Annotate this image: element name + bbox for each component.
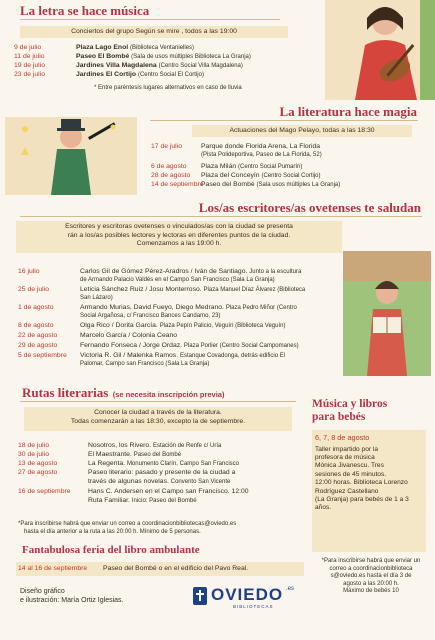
divider — [20, 401, 296, 402]
rutas-list: 18 de julio Nosotros, los Rivero. Estación de Renfe c/ Uría 30 de julio El Maestrante. Paseo del Bombé 13 de agosto La Regenta. Monumento Clarín, Campo San Francisco 27 de agosto Paseo literario: pasado y presente de la ciudad a través de algunas novelas. Convento San Vicente 16 de septiembre Hans C. Andersen en el Campo san Francisco. 12:00 Ruta Familiar. Inicio: Paseo del Bombé — [18, 442, 249, 504]
list-item-sub: Social Argañosa, c/ Francisco Bances Candamo, 23) — [80, 313, 221, 319]
list-item-sub: San Lázaro) — [80, 295, 113, 301]
rutas-heading: Rutas literarias (se necesita inscripción previa) — [22, 385, 225, 400]
section-musica — [0, 0, 435, 102]
bebes-dates: 6, 7, 8 de agosto — [315, 433, 370, 442]
bebes-footnote: *Para inscribirse habrá que enviar un correo a coordinacionbiblioteca s@oviedo.es hasta el día 3 de agosto a las 20:00 h. Máximo de bebés 10 — [321, 558, 421, 595]
magician-illustration — [5, 117, 137, 195]
escritores-intro: Escritores y escritoras ovetenses o vinculados/as con la ciudad se presenta rán a los/as posibles lectores y lectoras en diferentes puntos de la ciudad. Comenzamos a las 19:00 h. — [16, 221, 342, 253]
credits: Diseño gráfico e ilustración: María Ortiz Iglesias. — [20, 588, 124, 604]
violinist-illustration — [325, 0, 435, 100]
list-item-sub: de Armando Palacio Valdés en el Campo San Francisco (Sala La Granja) — [80, 277, 275, 283]
bebes-body: 6, 7, 8 de agosto Taller impartido por la profesora de música Mónica Jivanescu. Tres sesiones de 45 minutos. 12:00 horas. Biblioteca Lorenzo Rodríguez Castellano (La Granja) para bebés de 1 a 3 años. — [312, 430, 426, 552]
section-feria — [0, 544, 435, 584]
musica-intro: Conciertos del grupo Según se mire , todos a las 19:00 — [20, 26, 288, 38]
magia-list: 17 de julio Parque donde Florida Arena, La Florida (Pista Polideportiva, Paseo de La Florida, 52) 6 de agosto Plaza Milán (Centro Social Pumarín) 28 de agosto Plaza del Conceyín (Centro Social Cortijo) 14 de septiembre Paseo del Bombé (Sala usos múltiples La Granja) — [151, 143, 341, 188]
divider — [20, 19, 280, 20]
section-title-magia: La literatura hace magia — [279, 104, 417, 119]
divider — [150, 120, 418, 121]
list-item-sub: (Pista Polideportiva, Paseo de La Florida, 52) — [201, 152, 322, 158]
feria-info: 14 al 16 de septiembre Paseo del Bombé o en el edificio del Pavo Real. — [16, 562, 304, 576]
divider — [20, 216, 422, 217]
reader-illustration — [343, 251, 431, 376]
section-title-escritores: Los/as escritores/as ovetenses te saludan — [198, 200, 421, 215]
musica-footnote: * Entre paréntesis lugares alternativos en caso de lluvia — [94, 85, 242, 91]
rutas-footnote: *Para inscribirse habrá que enviar un correo a coordinacionbibliotecas@oviedo.es hasta el día anterior a la ruta a las 20:00 h. Mínimo de 5 personas. — [18, 521, 237, 535]
rutas-intro: Conocer la ciudad a través de la literatura. Todas comenzarán a las 18:30, excepto la de septiembre. — [24, 407, 292, 431]
section-title-feria: Fantabulosa feria del libro ambulante — [22, 544, 200, 556]
list-item-sub: Palomar, Campo san Francisco (Sala La Granja) — [80, 361, 210, 367]
magia-intro: Actuaciones del Mago Pelayo, todas a las 18:30 — [192, 125, 412, 137]
crest-icon — [193, 587, 207, 605]
section-magia — [0, 102, 435, 197]
section-title-musica: La letra se hace música — [20, 3, 150, 18]
musica-list: 9 de julio Plaza Lago Enol (Biblioteca Ventanielles) 11 de julio Paseo El Bombé (Sala de usos múltiples Biblioteca La Granja) 19 de julio Jardines Villa Magdalena (Centro Social Villa Magdalena) 23 de julio Jardines El Cortijo (Centro Social El Cortijo) * Entre paréntesis lugares alternativos en caso de lluvia — [14, 44, 251, 91]
escritores-list: 16 julio Carlos Gil de Gómez Pérez-Aradros / Iván de Santiago. Junto a la escultura de Armando Palacio Valdés en el Campo San Francisco (Sala La Granja) 25 de julio Leticia Sánchez Ruiz / Josu Monterroso. Plaza Manuel Díaz Álvarez (Biblioteca San Lázaro) 1 de agosto Armando Murias, David Fueyo, Diego Medrano. Plaza Pedro Miñor (Centro Social Argañosa, c/ Francisco Bances Candamo, 23) 8 de agosto Olga Rico / Dorita García. Plaza Pepín Palicio, Veguín (Biblioteca Veguín) 22 de agosto Marcelo García / Colonia Ceano 29 de agosto Fernando Fonseca / Jorge Ordaz. Plaza Porlier (Centro Social Campomanes) 5 de septiembre Victoria R. Gil / Malenka Ramos. Estanque Covadonga, detrás edificio El Palomar, Campo san Francisco (Sala La Granja) — [18, 268, 306, 367]
section-escritores — [0, 197, 435, 379]
section-title-bebes: Música y libros para bebés — [312, 398, 388, 423]
footer: Diseño gráfico e ilustración: María Ortiz Iglesias. OVIEDO .es BIBLIOTECAS — [20, 585, 295, 609]
